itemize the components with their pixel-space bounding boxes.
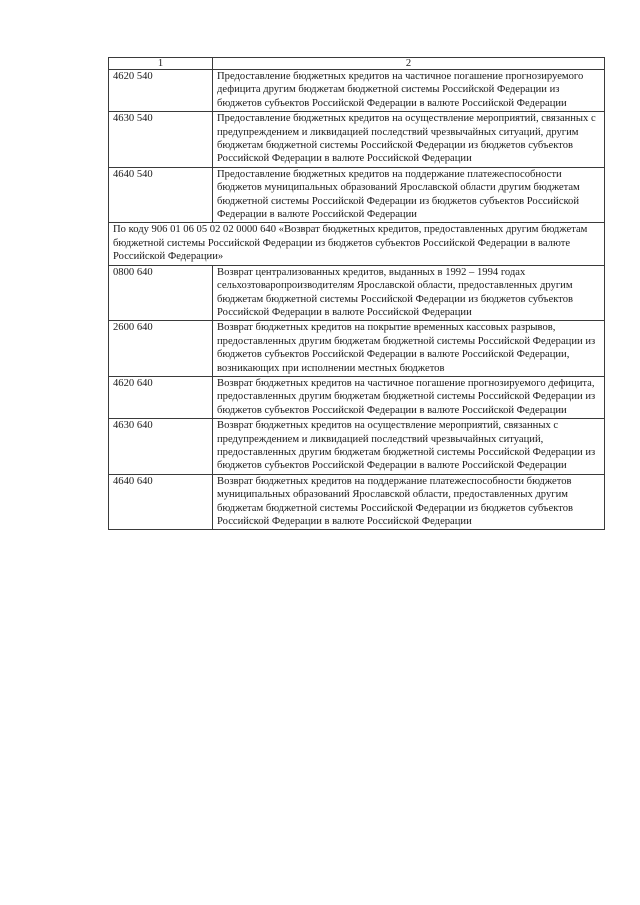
table-row [109,167,605,223]
description-cell: Возврат централизованных кредитов, выданных в 1992 – 1994 годах сельхозтоваропроизводителям Ярославской области, предоставленных другим бюджетам бюджетной системы Российской Федерации из бюджетов субъектов Российской Федерации в валюте Российской Федерации [213,265,605,321]
budget-code-cell: 4630 640 [109,419,213,475]
document-page [108,57,604,530]
budget-code-table [108,57,605,530]
table-row [109,376,605,418]
description-cell: Предоставление бюджетных кредитов на осуществление мероприятий, связанных с предупреждением и ликвидацией последствий чрезвычайных ситуаций, другим бюджетам бюджетной системы Российской Федерации из бюджетов субъектов Российской Федерации в валюте Российской Федерации [213,112,605,168]
table-row [109,112,605,168]
table-row [109,419,605,475]
budget-code-cell: 2600 640 [109,321,213,377]
budget-code-cell: 4620 640 [109,376,213,418]
section-heading-row [109,223,605,265]
budget-code-cell: 0800 640 [109,265,213,321]
description-cell: Возврат бюджетных кредитов на покрытие временных кассовых разрывов, предоставленных другим бюджетам бюджетной системы Российской Федерации из бюджетов субъектов Российской Федерации в валюте Российской Федерации, возникающих при исполнении местных бюджетов [213,321,605,377]
table-row [109,265,605,321]
description-cell: Возврат бюджетных кредитов на частичное погашение прогнозируемого дефицита, предоставленных другим бюджетам бюджетной системы Российской Федерации из бюджетов субъектов Российской Федерации в валюте Российской Федерации [213,376,605,418]
column-number-2: 2 [213,58,605,70]
section-heading-cell: По коду 906 01 06 05 02 02 0000 640 «Возврат бюджетных кредитов, предоставленных другим бюджетам бюджетной системы Российской Федерации из бюджетов субъектов Российской Федерации в валюте Российской Федерации» [109,223,605,265]
table-row [109,474,605,530]
column-number-row [109,58,605,70]
budget-code-cell: 4620 540 [109,70,213,112]
table-row [109,321,605,377]
description-cell: Предоставление бюджетных кредитов на частичное погашение прогнозируемого дефицита другим бюджетам бюджетной системы Российской Федерации из бюджетов субъектов Российской Федерации в валюте Российской Федерации [213,70,605,112]
budget-code-cell: 4630 540 [109,112,213,168]
description-cell: Возврат бюджетных кредитов на осуществление мероприятий, связанных с предупреждением и ликвидацией последствий чрезвычайных ситуаций, предоставленных другим бюджетам бюджетной системы Российской Федерации из бюджетов субъектов Российской Федерации в валюте Российской Федерации [213,419,605,475]
table-row [109,70,605,112]
description-cell: Предоставление бюджетных кредитов на поддержание платежеспособности бюджетов муниципальных образований Ярославской области другим бюджетам бюджетной системы Российской Федерации из бюджетов субъектов Российской Федерации в валюте Российской Федерации [213,167,605,223]
column-number-1: 1 [109,58,213,70]
description-cell: Возврат бюджетных кредитов на поддержание платежеспособности бюджетов муниципальных образований Ярославской области, предоставленных другим бюджетам бюджетной системы Российской Федерации из бюджетов субъектов Российской Федерации в валюте Российской Федерации [213,474,605,530]
budget-code-cell: 4640 640 [109,474,213,530]
budget-code-cell: 4640 540 [109,167,213,223]
